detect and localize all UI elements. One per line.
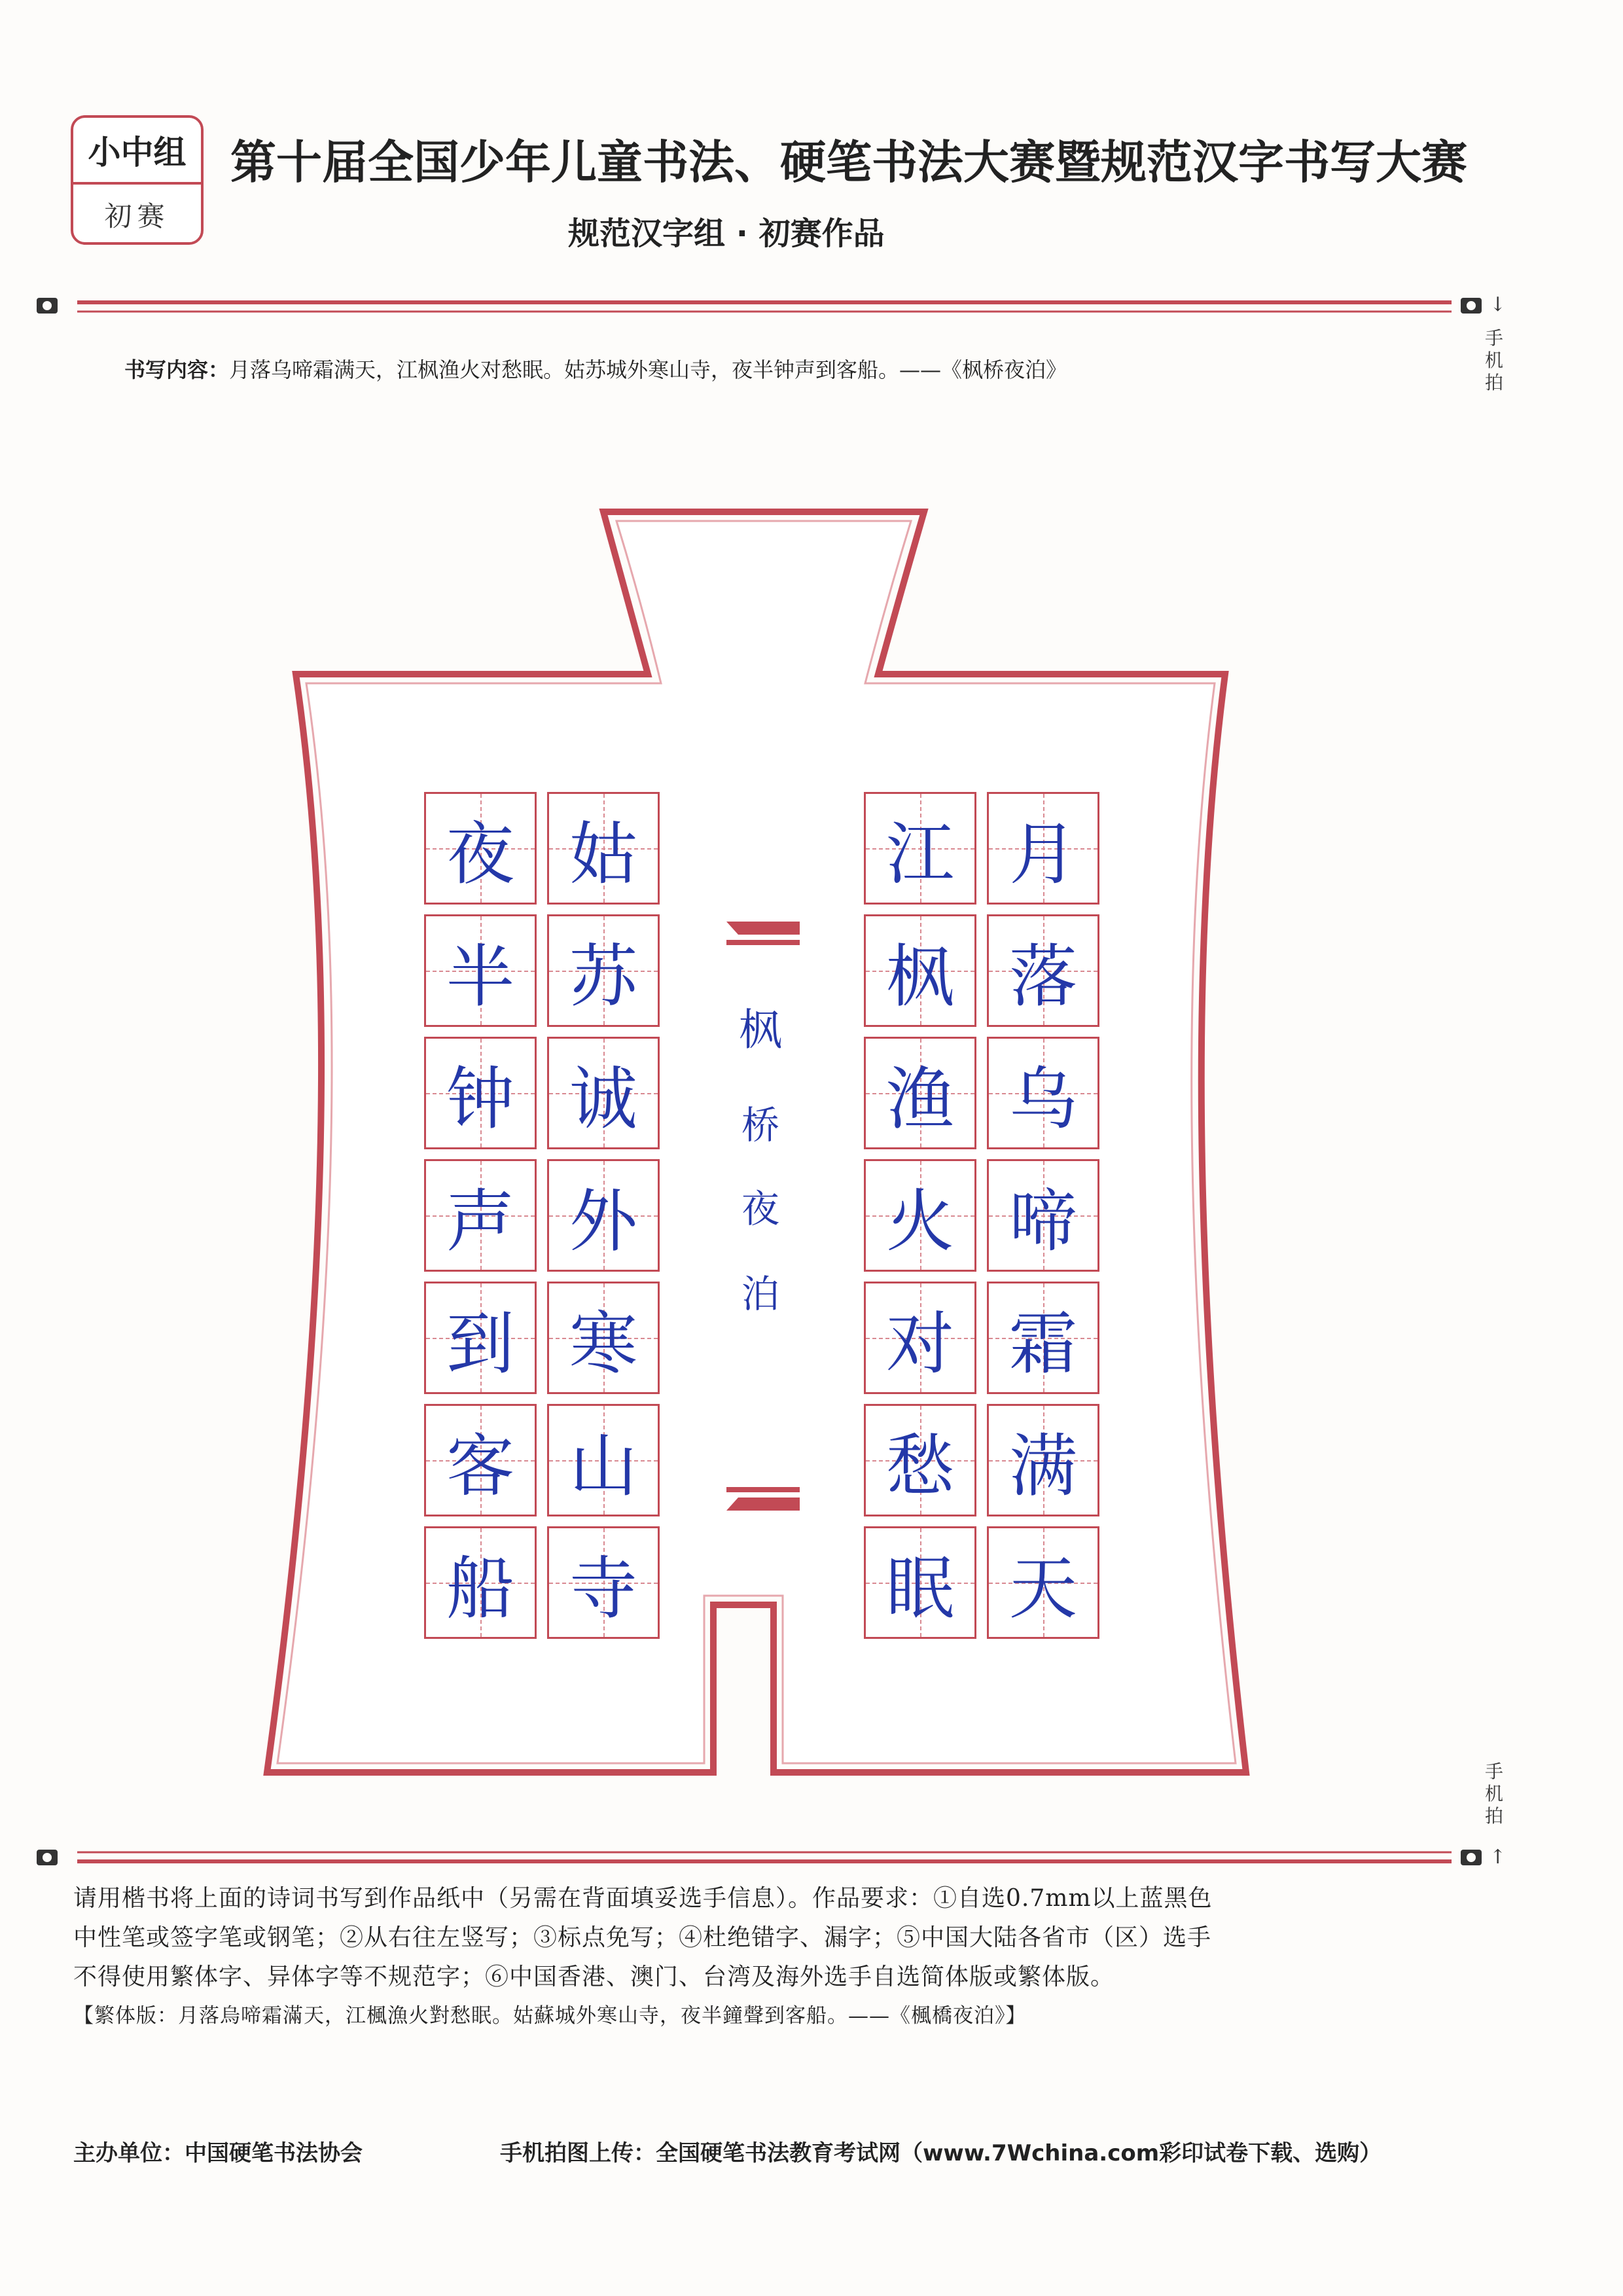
traditional-version-line: 【繁体版：月落烏啼霜滿天，江楓漁火對愁眠。姑蘇城外寒山寺，夜半鐘聲到客船。——《楓橋夜泊》】 bbox=[73, 2004, 1027, 2028]
camera-icon bbox=[1461, 1850, 1482, 1865]
grid-cell: 寒 bbox=[547, 1282, 660, 1394]
badge-group-label: 小中组 bbox=[73, 118, 201, 185]
grid-cell: 月 bbox=[987, 792, 1099, 905]
grid-cell: 江 bbox=[864, 792, 976, 905]
grid-cell: 乌 bbox=[987, 1037, 1099, 1149]
poem-title-char: 桥 bbox=[741, 1103, 779, 1147]
grid-cell: 姑 bbox=[547, 792, 660, 905]
grid-cell: 渔 bbox=[864, 1037, 976, 1149]
grid-cell: 寺 bbox=[547, 1526, 660, 1639]
page-title: 第十届全国少年儿童书法、硬笔书法大赛暨规范汉字书写大赛 bbox=[230, 135, 1467, 189]
poem-title-char: 泊 bbox=[741, 1272, 779, 1316]
grid-cell: 外 bbox=[547, 1159, 660, 1272]
writing-content-text: 月落乌啼霜满天，江枫渔火对愁眠。姑苏城外寒山寺，夜半钟声到客船。——《枫桥夜泊》 bbox=[229, 357, 1067, 382]
poem-title-char: 枫 bbox=[739, 1005, 782, 1055]
grid-cell: 眠 bbox=[864, 1526, 976, 1639]
grid-cell: 苏 bbox=[547, 914, 660, 1027]
poem-title-char: 夜 bbox=[741, 1187, 779, 1231]
grid-cell: 客 bbox=[424, 1404, 537, 1516]
grid-cell: 到 bbox=[424, 1282, 537, 1394]
grid-cell: 落 bbox=[987, 914, 1099, 1027]
grid-cell: 诚 bbox=[547, 1037, 660, 1149]
writing-content-label: 书写内容： bbox=[124, 357, 230, 382]
grid-cell: 钟 bbox=[424, 1037, 537, 1149]
instructions-line: 请用楷书将上面的诗词书写到作品纸中（另需在背面填妥选手信息）。作品要求：①自选0.7mm以上蓝黑色 bbox=[73, 1885, 1213, 1912]
grid-cell: 山 bbox=[547, 1404, 660, 1516]
side-label-bottom: 手机拍 bbox=[1484, 1761, 1503, 1827]
grid-cell: 天 bbox=[987, 1526, 1099, 1639]
grid-cell: 声 bbox=[424, 1159, 537, 1272]
grid-cell: 愁 bbox=[864, 1404, 976, 1516]
grid-cell: 半 bbox=[424, 914, 537, 1027]
badge-round-label: 初赛 bbox=[104, 200, 170, 232]
grid-cell: 对 bbox=[864, 1282, 976, 1394]
arrow-down-icon: ↓ bbox=[1489, 293, 1507, 316]
camera-icon bbox=[37, 1850, 58, 1865]
grid-cell: 枫 bbox=[864, 914, 976, 1027]
grid-cell: 啼 bbox=[987, 1159, 1099, 1272]
grid-cell: 船 bbox=[424, 1526, 537, 1639]
upload-info-text: 手机拍图上传：全国硬笔书法教育考试网（www.7Wchina.com彩印试卷下载、选购） bbox=[500, 2140, 1382, 2166]
grid-cell: 火 bbox=[864, 1159, 976, 1272]
instructions-line: 不得使用繁体字、异体字等不规范字；⑥中国香港、澳门、台湾及海外选手自选简体版或繁体版。 bbox=[73, 1964, 1115, 1990]
grid-cell: 霜 bbox=[987, 1282, 1099, 1394]
grid-cell: 满 bbox=[987, 1404, 1099, 1516]
page-subtitle: 规范汉字组 · 初赛作品 bbox=[568, 215, 885, 252]
arrow-up-icon: ↑ bbox=[1489, 1846, 1507, 1869]
bottom-divider bbox=[0, 1844, 1623, 1871]
instructions-line: 中性笔或签字笔或钢笔；②从右往左竖写；③标点免写；④杜绝错字、漏字；⑤中国大陆各省市（区）选手 bbox=[73, 1924, 1212, 1951]
grid-cell: 夜 bbox=[424, 792, 537, 905]
side-label-top: 手机拍 bbox=[1484, 327, 1503, 393]
organizer-text: 主办单位：中国硬笔书法协会 bbox=[73, 2140, 363, 2166]
